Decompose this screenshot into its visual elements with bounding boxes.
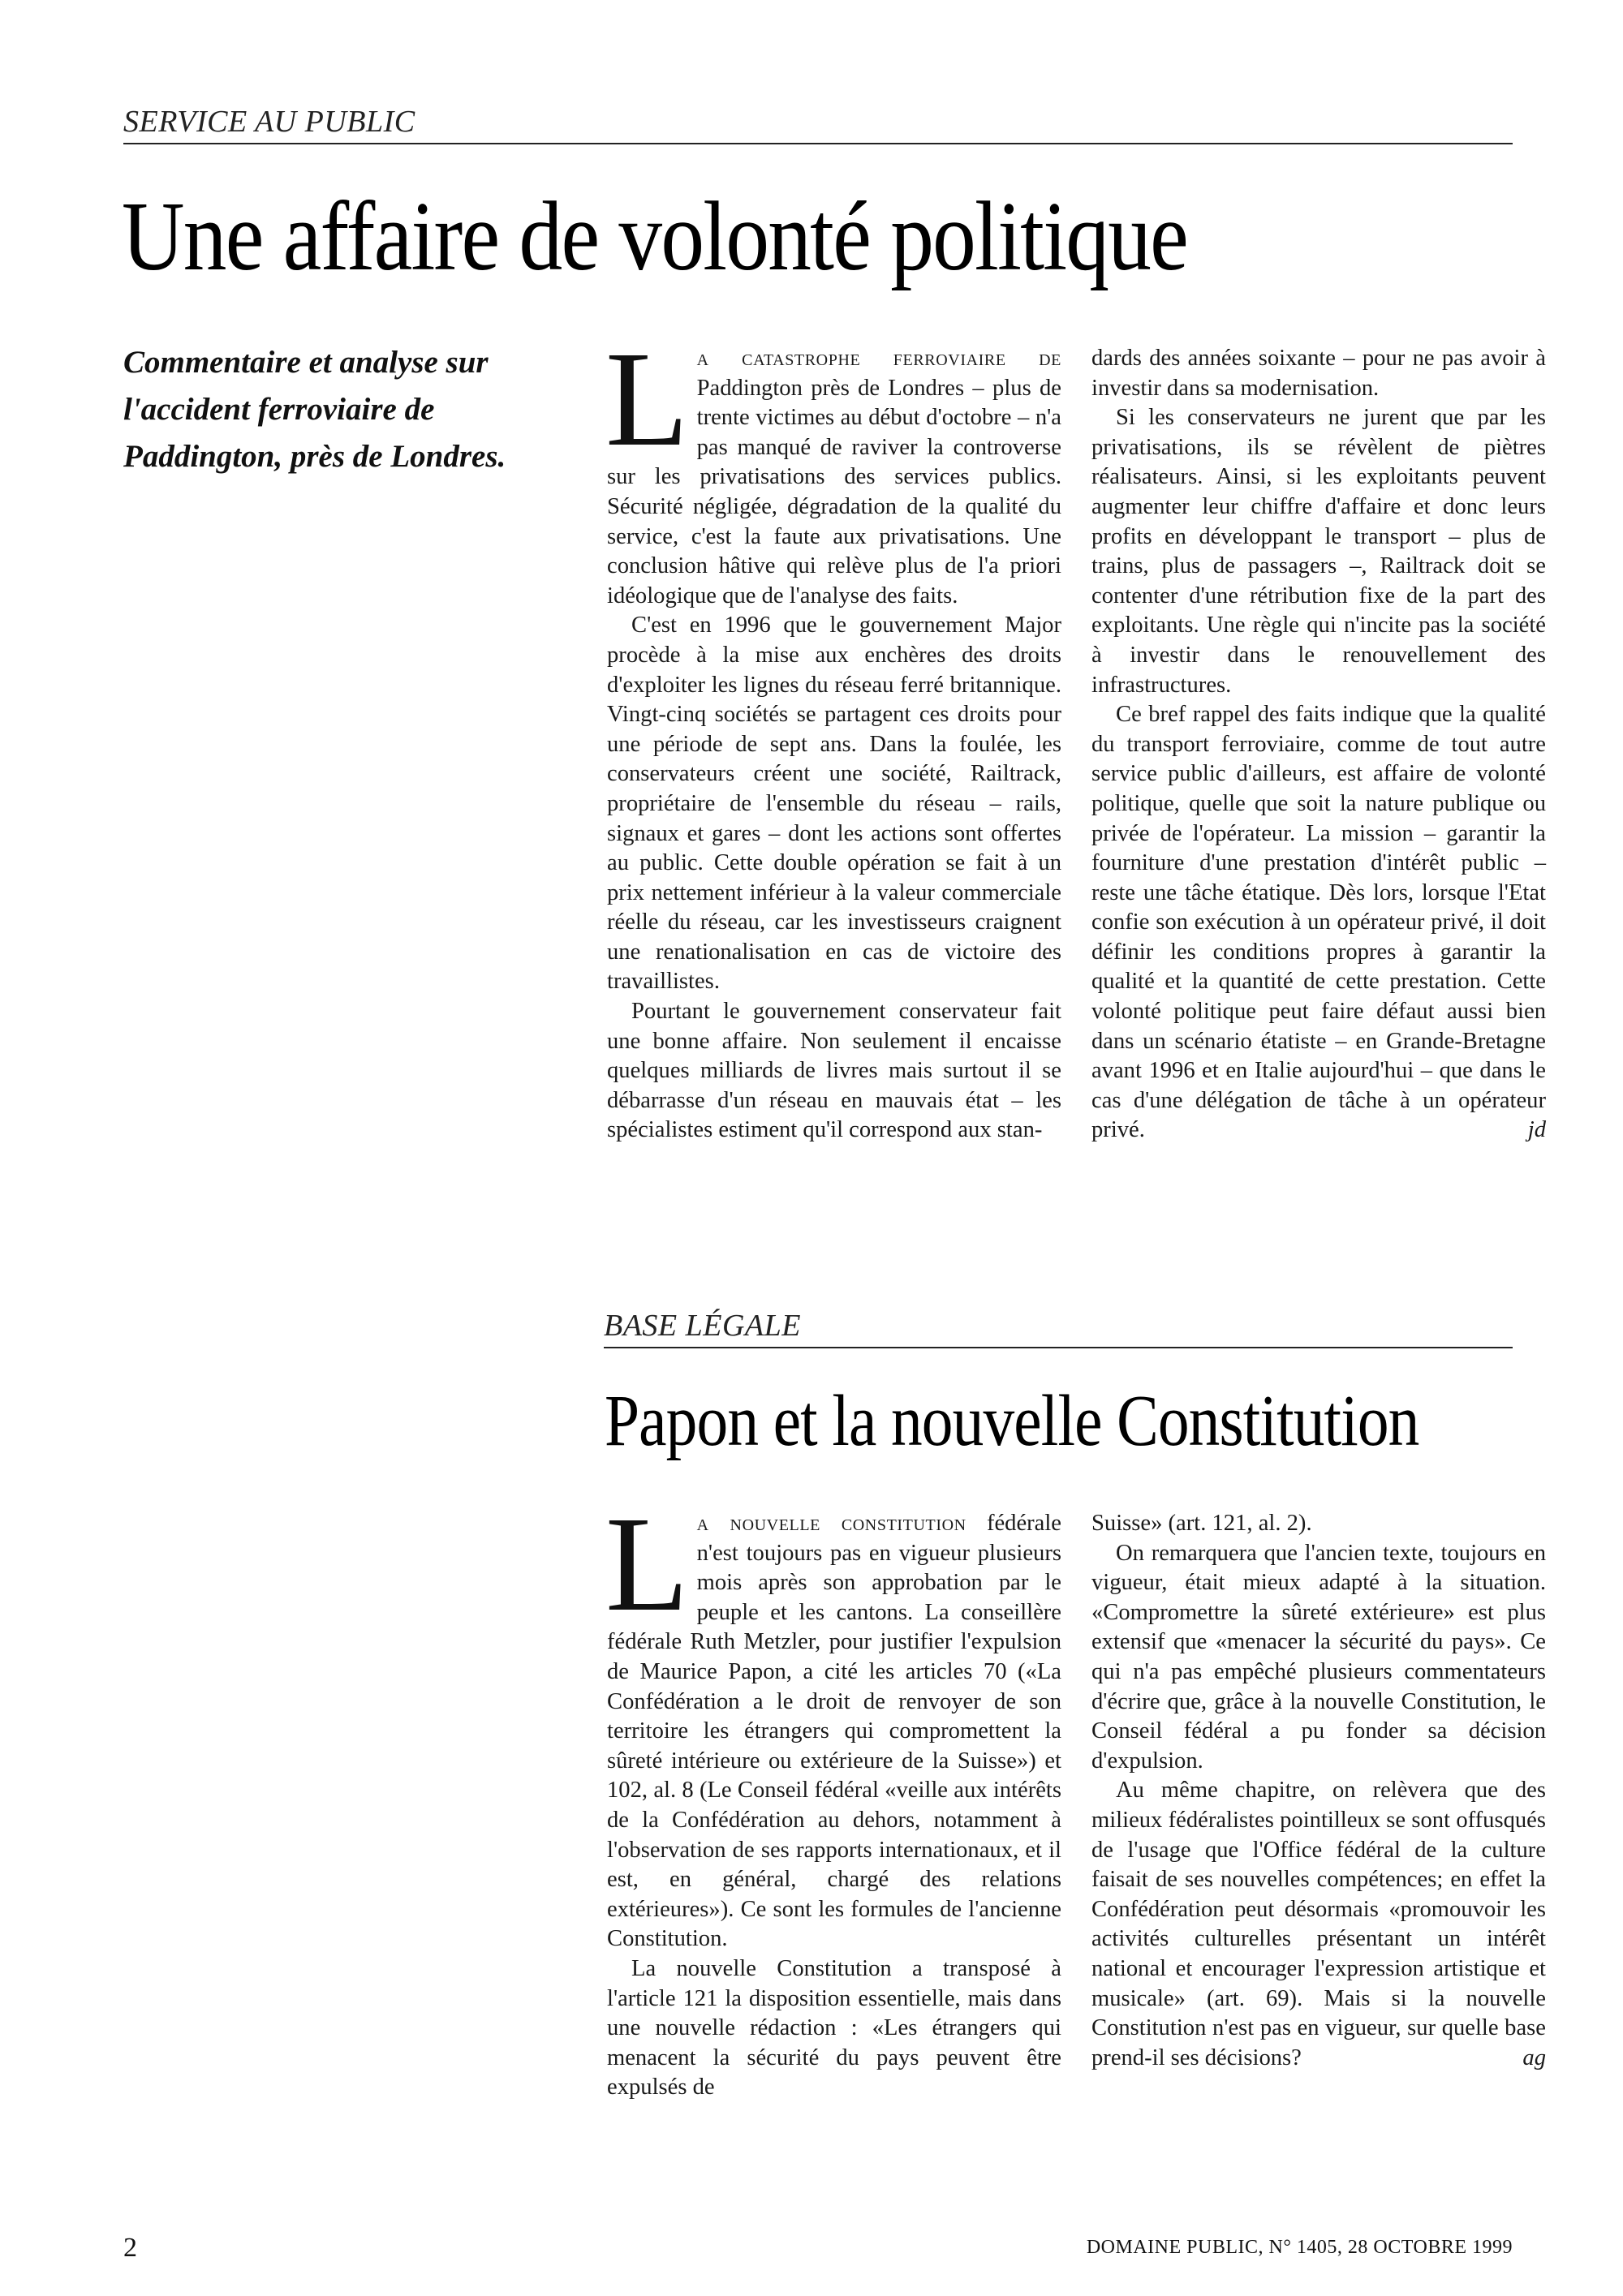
paragraph-text: Ce bref rappel des faits indique que la qualité du transport ferroviaire, comme de tout autre service public d'ailleurs, est affaire de volonté politique, quelle que soit la nature publique ou privée de l'opérateur. La mission – garantir la fourniture d'une prestation d'intérêt public – reste une tâche étatique. Dès lors, lorsque l'Etat confie son exécution à un opérateur privé, il doit définir les conditions propres à garantir la qualité et la quantité de cette prestation. Cette volonté politique peut faire défaut aussi bien dans un scénario étatiste – en Grande-Bretagne avant 1996 et en Italie aujourd'hui – que dans le cas d'une délégation de tâche à un opérateur privé. [1091, 702, 1546, 1143]
paragraph: C'est en 1996 que le gouvernement Major procède à la mise aux enchères des droits d'exploiter les lignes du réseau ferré britannique. Vingt-cinq sociétés se partagent ces droits pour une période de sept ans. Dans la foulée, les conservateurs créent une société, Railtrack, propriétaire de l'ensemble du réseau – rails, signaux et gares – dont les actions sont offertes au public. Cette double opération se fait à un prix nettement inférieur à la valeur commerciale réelle du réseau, car les investisseurs craignent une renationalisation en cas de victoire des travaillistes. [607, 613, 1061, 995]
paragraph: Si les conservateurs ne jurent que par les privatisations, ils se révèlent de piètres réalisateurs. Ainsi, si les exploitants peuvent augmenter leur chiffre d'affaire et donc leurs profits en développant le transport – plus de trains, plus de passagers –, Railtrack doit se contenter d'une rétribution fixe de la part des exploitants. Une règle qui n'incite pas la société à investir dans le renouvellement des infrastructures. [1091, 405, 1546, 698]
paragraph: La nouvelle Constitution a transposé à l'article 121 la disposition essentielle, mais dans une nouvelle rédaction : «Les étrangers qui menacent la sécurité du pays peuvent être expulsés de [607, 1955, 1061, 2100]
paragraph: dards des années soixante – pour ne pas avoir à investir dans sa modernisation. [1091, 346, 1546, 401]
article-title: Papon et la nouvelle Constitution [605, 1381, 1419, 1461]
article-column-1 [605, 1489, 1061, 2174]
lead-in: a catastrophe ferroviaire de [696, 346, 1061, 371]
drop-cap: L [605, 1489, 689, 1640]
paragraph [605, 1489, 1061, 1954]
article-column-2 [1091, 1509, 1546, 2174]
author-signature: ag [1522, 2044, 1546, 2070]
paragraph [605, 324, 1061, 611]
paragraph: On remarquera que l'ancien texte, toujours en vigueur, était mieux adapté à la situation. «Compromettre la sûreté extérieure» est plus extensif que «menacer la sécurité du pays». Ce qui n'a pas empêché plusieurs commentateurs d'écrire que, grâce à la nouvelle Constitution, le Conseil fédéral a pu fonder sa décision d'expulsion. [1091, 1540, 1546, 1774]
section-rubric: BASE LÉGALE [604, 1308, 1513, 1348]
lead-in: a nouvelle constitution [696, 1511, 966, 1536]
article-title: Une affaire de volonté politique [122, 182, 1188, 291]
paragraph-text: Paddington près de Londres – plus de trente victimes au début d'octobre – n'a pas manqué de raviver la controverse sur les privatisations des services publics. Sécurité négligée, dégradation de la qualité du service, c'est la faute aux privatisations. Une conclusion hâtive qui relève plus de l'a priori idéologique que de l'analyse des faits. [607, 375, 1061, 608]
author-signature: jd [1527, 1117, 1546, 1143]
page-number: 2 [123, 2233, 137, 2263]
paragraph: Suisse» (art. 121, al. 2). [1091, 1511, 1312, 1536]
drop-cap: L [605, 324, 689, 475]
paragraph: Pourtant le gouvernement conservateur fait une bonne affaire. Non seulement il encaisse quelques milliards de livres mais surtout il se débarrasse d'un réseau en mauvais état – les spécialistes estiment qu'il correspond aux stan- [607, 999, 1061, 1143]
paragraph-text: fédérale n'est toujours pas en vigueur plusieurs mois après son approbation par le peuple et les cantons. La conseillère fédérale Ruth Metzler, pour justifier l'expulsion de Maurice Papon, a cité les articles 70 («La Confédération a le droit de renvoyer de son territoire les étrangers qui compromettent la sûreté intérieure ou extérieure de la Suisse») et 102, al. 8 (Le Conseil fédéral «veille aux intérêts de la Confédération au dehors, notamment à l'observation de ses rapports internationaux, et il est, en général, chargé des relations extérieures»). Ce sont les formules de l'ancienne Constitution. [607, 1511, 1061, 1952]
section-rubric: SERVICE AU PUBLIC [123, 104, 1513, 144]
paragraph [1091, 1776, 1546, 2073]
article-column-2 [1091, 344, 1546, 1283]
article-column-1 [605, 324, 1061, 1283]
publication-footer: DOMAINE PUBLIC, N° 1405, 28 OCTOBRE 1999 [1086, 2237, 1513, 2258]
paragraph [1091, 700, 1546, 1146]
article-standfirst: Commentaire et analyse sur l'accident ferroviaire de Paddington, près de Londres. [123, 345, 506, 474]
paragraph-text: Au même chapitre, on relèvera que des milieux fédéralistes pointilleux se sont offusqués de l'usage que l'Office fédéral de la culture faisait de ses nouvelles compétences; en effet la Confédération peut désormais «promouvoir les activités culturelles présentant un intérêt national et encourager l'expression artistique et musicale» (art. 69). Mais si la nouvelle Constitution n'est pas en vigueur, sur quelle base prend-il ses décisions? [1091, 1778, 1546, 2070]
